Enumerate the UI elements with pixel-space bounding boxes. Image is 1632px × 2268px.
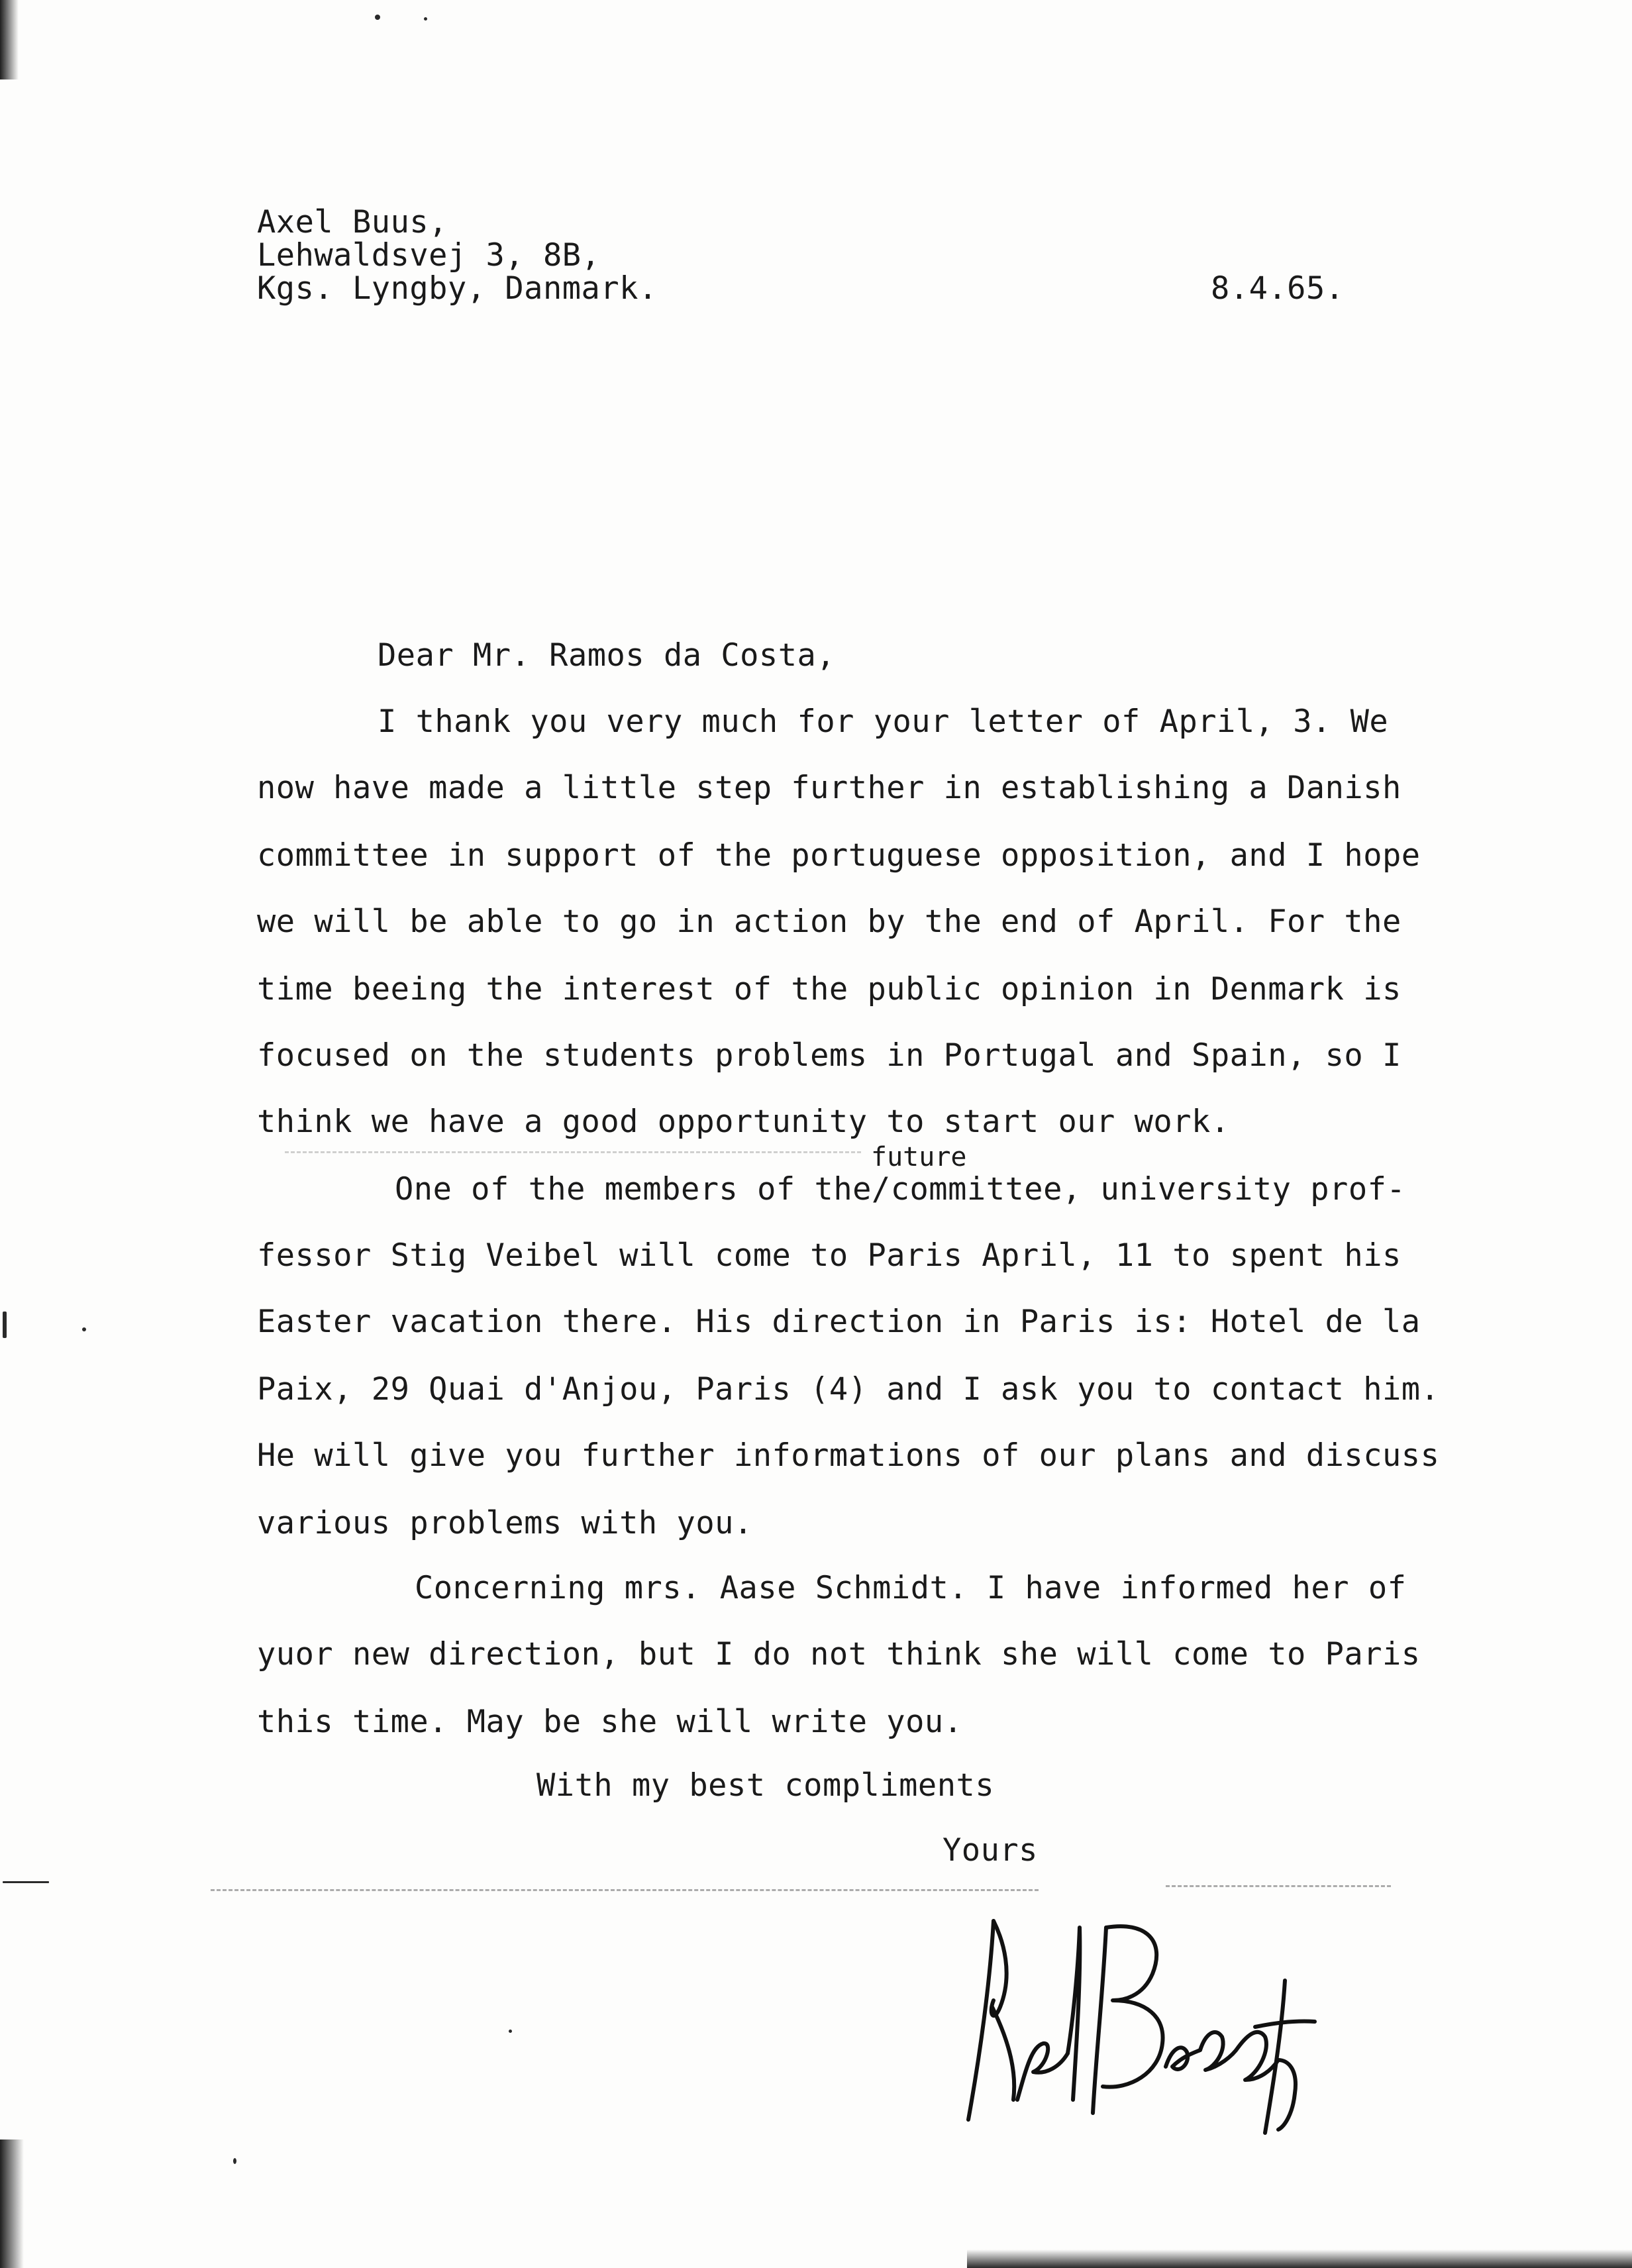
closing-line: With my best compliments xyxy=(536,1767,995,1804)
faint-dashed-rule xyxy=(285,1151,861,1153)
speck xyxy=(3,1312,7,1338)
paragraph-1-line: I thank you very much for your letter of April, 3. We xyxy=(378,703,1389,740)
paragraph-3-line: Concerning mrs. Aase Schmidt. I have informed her of xyxy=(415,1570,1407,1606)
paragraph-1-line: we will be able to go in action by the end of April. For the xyxy=(257,903,1402,940)
salutation: Dear Mr. Ramos da Costa, xyxy=(378,637,836,674)
speck xyxy=(375,15,380,20)
speck xyxy=(82,1327,86,1331)
paragraph-2-line: various problems with you. xyxy=(257,1505,753,1541)
speck xyxy=(509,2030,512,2033)
letter-date: 8.4.65. xyxy=(1211,270,1345,307)
paragraph-2-line: He will give you further informations of our plans and discuss xyxy=(257,1437,1440,1474)
paragraph-1-line: time beeing the interest of the public opinion in Denmark is xyxy=(257,971,1402,1007)
sender-street: Lehwaldsvej 3, 8B, xyxy=(257,237,601,274)
left-edge-shadow-bottom xyxy=(0,2139,24,2268)
left-edge-shadow xyxy=(0,0,19,79)
paragraph-2-line: fessor Stig Veibel will come to Paris April, 11 to spent his xyxy=(257,1237,1402,1274)
sender-city: Kgs. Lyngby, Danmark. xyxy=(257,270,658,307)
speck xyxy=(233,2158,236,2164)
speck xyxy=(3,1881,49,1883)
paragraph-1-line: focused on the students problems in Portugal and Spain, so I xyxy=(257,1037,1402,1074)
faint-dashed-rule xyxy=(1166,1885,1391,1887)
paragraph-3-line: yuor new direction, but I do not think she will come to Paris xyxy=(257,1636,1421,1673)
paragraph-2-line: One of the members of the/committee, university prof- xyxy=(395,1171,1406,1208)
paragraph-1-line: committee in support of the portuguese opposition, and I hope xyxy=(257,837,1421,874)
valediction: Yours xyxy=(943,1832,1038,1869)
paragraph-3-line: this time. May be she will write you. xyxy=(257,1704,963,1740)
paragraph-2-line: Easter vacation there. His direction in Paris is: Hotel de la xyxy=(257,1304,1421,1340)
interlinear-insertion: future xyxy=(871,1142,967,1172)
speck xyxy=(424,17,427,21)
paragraph-1-line: think we have a good opportunity to start our work. xyxy=(257,1104,1230,1140)
paragraph-1-line: now have made a little step further in establishing a Danish xyxy=(257,770,1402,806)
faint-dashed-rule xyxy=(211,1889,1039,1891)
paragraph-2-line: Paix, 29 Quai d'Anjou, Paris (4) and I ask you to contact him. xyxy=(257,1371,1440,1408)
bottom-edge-shadow xyxy=(967,2249,1632,2268)
sender-name: Axel Buus, xyxy=(257,204,448,240)
handwritten-signature-icon xyxy=(954,1901,1338,2139)
